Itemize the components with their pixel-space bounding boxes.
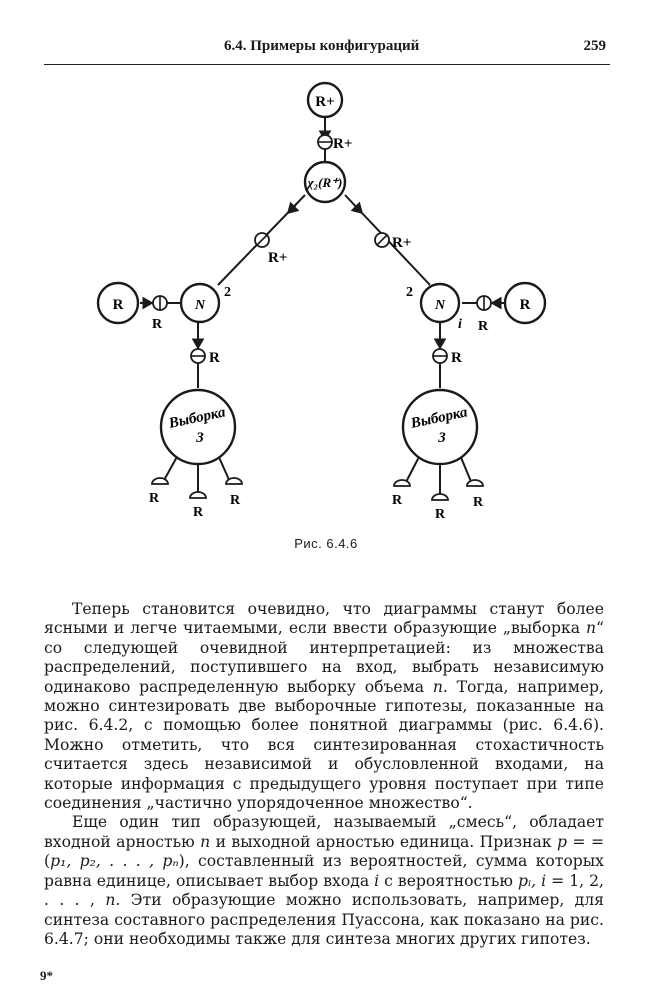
left-sample-line1: Выборка <box>167 404 227 432</box>
paragraph-1: Теперь становится очевидно, что диаграммы станут более ясными и легче читаемыми, если ввести образующие „выборка n“ со следующей очевидной интерпретацией: из множества распределений, поступившего на вход, выбрать независимую одинаково распределенную выборку объема n. Тогда, например, можно синтезировать две выборочные гипотезы, показанные на рис. 6.4.2, с помощью более понятной диаграммы (рис. 6.4.6). Можно отметить, что вся синтезированная стохастичность считается здесь независимой и обусловленной входами, на которые информация с предыдущего уровня поступает при типе соединения „частично упорядоченное множество“. <box>44 600 604 813</box>
out-left-3 <box>218 455 230 482</box>
right-arity: 2 <box>406 285 413 300</box>
right-index: i <box>458 317 462 332</box>
right-sample-line2: 3 <box>438 430 446 446</box>
right-out-label-3: R <box>472 495 484 510</box>
left-r-node-label: R <box>112 297 124 313</box>
right-r-node-label: R <box>519 297 531 313</box>
left-upper-bond-label: R+ <box>268 250 288 266</box>
left-out-label-2: R <box>192 505 204 520</box>
signature-mark: 9* <box>40 968 53 983</box>
x-node-label: χ₂(R⁺) <box>307 175 343 190</box>
right-upper-bond-label: R+ <box>392 235 412 251</box>
paragraph-2: Еще один тип образующей, называемый „смесь“, обладает входной арностью n и выходной арностью единица. Признак p = = (p₁, p₂, . . . , pₙ), составленный из вероятностей, сумма которых равна единице, описывает выбор входа i с вероятностью pᵢ, i = 1, 2, . . . , n. Эти образующие можно использовать, например, для синтеза составного распределения Пуассона, как показано на рис. 6.4.7; они необходимы также для синтеза многих других гипотез. <box>44 813 605 948</box>
left-r-bond-label: R <box>152 317 163 332</box>
running-header <box>44 38 610 65</box>
figure-caption: Рис. 6.4.6 <box>294 536 358 551</box>
out-left-1 <box>163 455 178 482</box>
right-out-label-1: R <box>391 493 403 508</box>
out-right-3 <box>460 455 472 484</box>
page-number: 259 <box>583 38 606 54</box>
out-right-1 <box>405 455 420 484</box>
left-down-bond-label: R <box>209 350 220 366</box>
top-node-label: R+ <box>315 94 335 110</box>
right-down-bond-label: R <box>451 350 462 366</box>
left-arity: 2 <box>224 285 231 300</box>
left-n-node-label: N <box>194 298 206 313</box>
left-out-label-3: R <box>229 493 241 508</box>
left-sample-line2: 3 <box>196 430 204 446</box>
top-bond-label: R+ <box>333 136 353 152</box>
right-r-bond-label: R <box>478 319 489 334</box>
right-out-label-2: R <box>434 507 446 522</box>
right-n-node-label: N <box>434 298 446 313</box>
right-sample-line1: Выборка <box>409 404 469 432</box>
section-title: 6.4. Примеры конфигураций <box>224 38 420 54</box>
left-out-label-1: R <box>148 491 160 506</box>
body-text <box>44 600 604 949</box>
configuration-diagram <box>0 70 652 530</box>
